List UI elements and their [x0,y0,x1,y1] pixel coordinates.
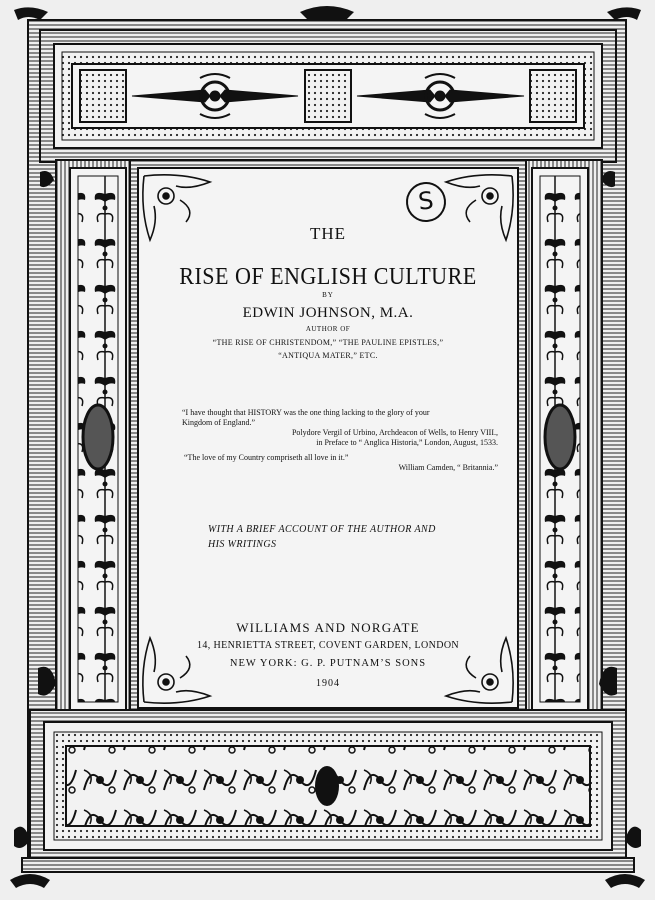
subtitle [208,522,436,552]
publisher-address: 14, HENRIETTA STREET, COVENT GARDEN, LONDON [196,640,460,651]
publisher-new-york: NEW YORK: G. P. PUTNAM’S SONS [229,658,427,669]
epigraph-quote-2: “The love of my Country compriseth all love in it.” [184,453,349,462]
title-page-panel [138,168,518,708]
epigraph-attribution-1-line2: in Preface to “ Anglica Historia,” London, August, 1533. [316,438,498,447]
author-works-line1: “THE RISE OF CHRISTENDOM,” “THE PAULINE EPISTLES,” [212,338,444,347]
epigraph-quote-1-line2: Kingdom of England.” [182,418,256,427]
epigraph-attribution-2: William Camden, “ Britannia.” [398,463,498,472]
handwritten-mark: S [404,180,448,224]
subtitle-line1: WITH A BRIEF ACCOUNT OF THE AUTHOR AND [208,524,436,535]
publication-year: 1904 [316,678,340,689]
epigraph-block [182,408,502,473]
book-title: RISE OF ENGLISH CULTURE [179,264,477,290]
subtitle-line2: HIS WRITINGS [208,539,277,550]
author-works-line2: “ANTIQUA MATER,” ETC. [278,351,378,360]
title-by: BY [322,291,334,299]
author-name: EDWIN JOHNSON, M.A. [242,305,414,321]
epigraph-quote-1-line1: “I have thought that HISTORY was the one thing lacking to the glory of your [182,408,430,417]
publisher-name: WILLIAMS AND NORGATE [236,620,420,635]
title-the: THE [309,224,347,243]
epigraph-attribution-1-line1: Polydore Vergil of Urbino, Archdeacon of Wells, to Henry VIII., [291,428,498,437]
author-of-label: AUTHOR OF [305,325,351,333]
